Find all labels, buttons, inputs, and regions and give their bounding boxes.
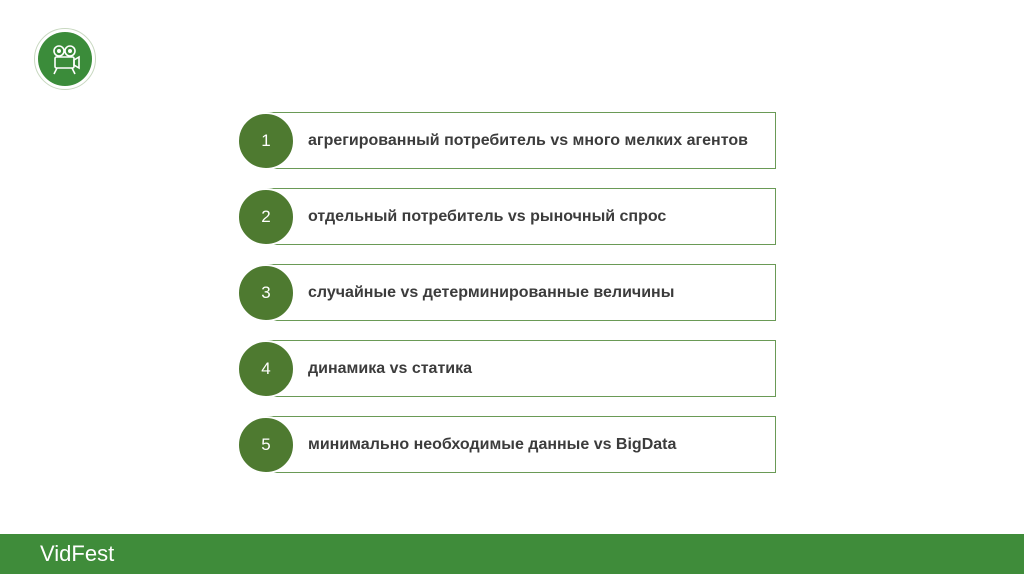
list-item-text: агрегированный потребитель vs много мелких агентов (308, 132, 748, 149)
footer-bar (0, 534, 1024, 574)
list-item-number-badge: 3 (237, 264, 295, 322)
list-item-number-badge: 1 (237, 112, 295, 170)
list-item (237, 340, 777, 399)
list-item (237, 112, 777, 171)
list-item-number-badge: 4 (237, 340, 295, 398)
list-item (237, 416, 777, 475)
list-item-number-badge: 2 (237, 188, 295, 246)
list-item-number-badge: 5 (237, 416, 295, 474)
logo (34, 28, 96, 90)
list-item-text: динамика vs статика (308, 360, 473, 377)
list-item-text: минимально необходимые данные vs BigData (308, 436, 677, 453)
list-item-text: отдельный потребитель vs рыночный спрос (308, 208, 667, 225)
numbered-list (237, 112, 777, 492)
list-item (237, 264, 777, 323)
film-reel-camera-icon (38, 32, 92, 86)
list-item (237, 188, 777, 247)
list-item-text: случайные vs детерминированные величины (308, 284, 675, 301)
footer-brand: VidFest (40, 541, 115, 566)
